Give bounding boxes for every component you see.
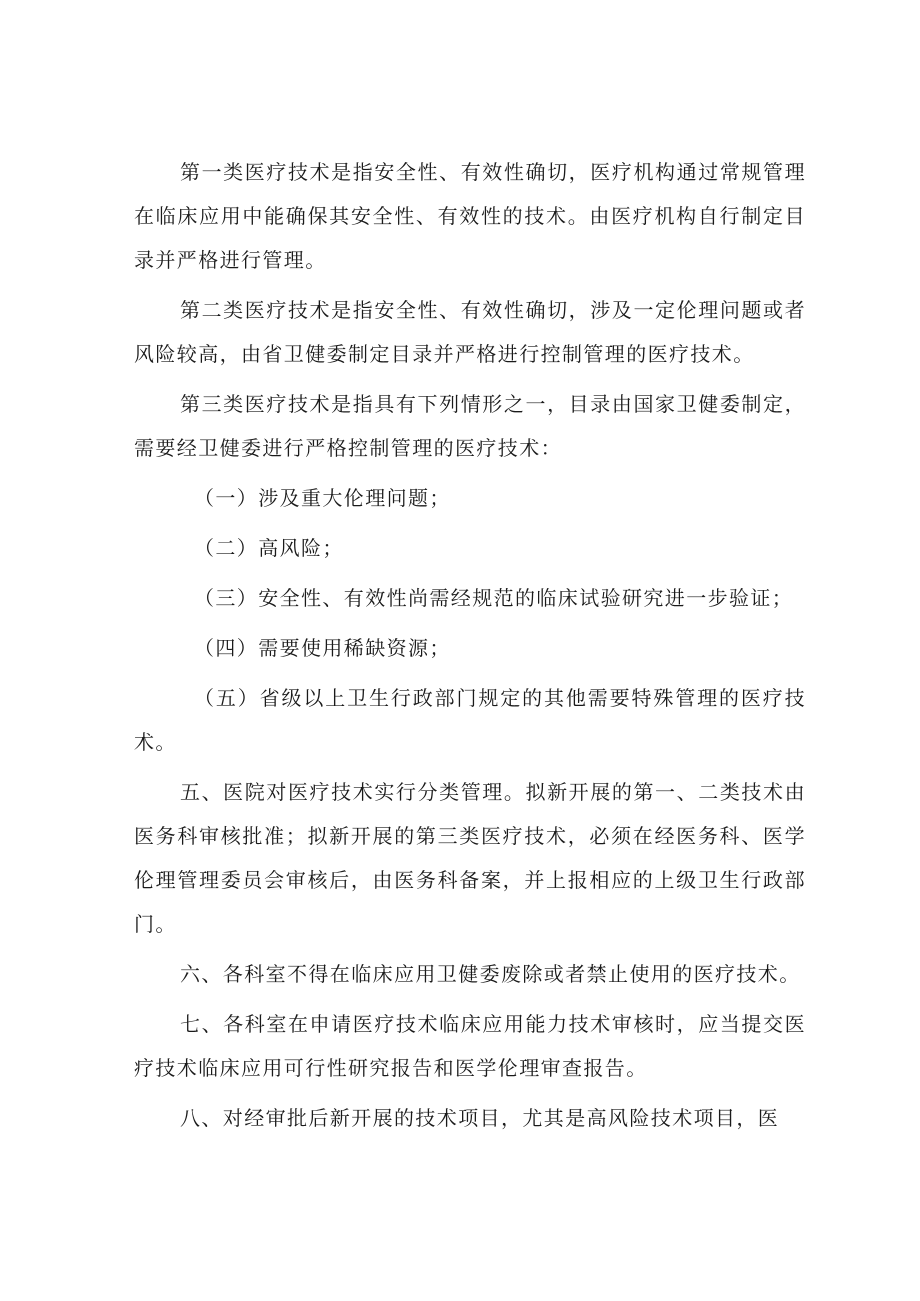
paragraph-class-one: 第一类医疗技术是指安全性、有效性确切，医疗机构通过常规管理在临床应用中能确保其安全性、有效性的技术。由医疗机构自行制定目录并严格进行管理。 [134, 160, 806, 272]
document-body [134, 150, 806, 1140]
paragraph-section-six: 六、各科室不得在临床应用卫健委废除或者禁止使用的医疗技术。 [180, 962, 801, 986]
list-item: （五）省级以上卫生行政部门规定的其他需要特殊管理的医疗技术。 [134, 686, 806, 754]
list-item: （四）需要使用稀缺资源； [194, 636, 451, 660]
list-item: （二）高风险； [194, 536, 344, 560]
list-item: （三）安全性、有效性尚需经规范的临床试验研究进一步验证； [194, 586, 794, 610]
list-item: （一）涉及重大伦理问题； [194, 486, 451, 510]
paragraph-section-eight: 八、对经审批后新开展的技术项目，尤其是高风险技术项目，医 [180, 1106, 780, 1130]
paragraph-section-seven: 七、各科室在申请医疗技术临床应用能力技术审核时，应当提交医疗技术临床应用可行性研究报告和医学伦理审查报告。 [134, 1012, 806, 1080]
paragraph-section-five: 五、医院对医疗技术实行分类管理。拟新开展的第一、二类技术由医务科审核批准；拟新开展的第三类医疗技术，必须在经医务科、医学伦理管理委员会审核后，由医务科备案，并上报相应的上级卫生行政部门。 [134, 780, 806, 936]
paragraph-class-two: 第二类医疗技术是指安全性、有效性确切，涉及一定伦理问题或者风险较高，由省卫健委制定目录并严格进行控制管理的医疗技术。 [134, 298, 806, 366]
paragraph-class-three: 第三类医疗技术是指具有下列情形之一，目录由国家卫健委制定，需要经卫健委进行严格控制管理的医疗技术： [134, 392, 806, 460]
